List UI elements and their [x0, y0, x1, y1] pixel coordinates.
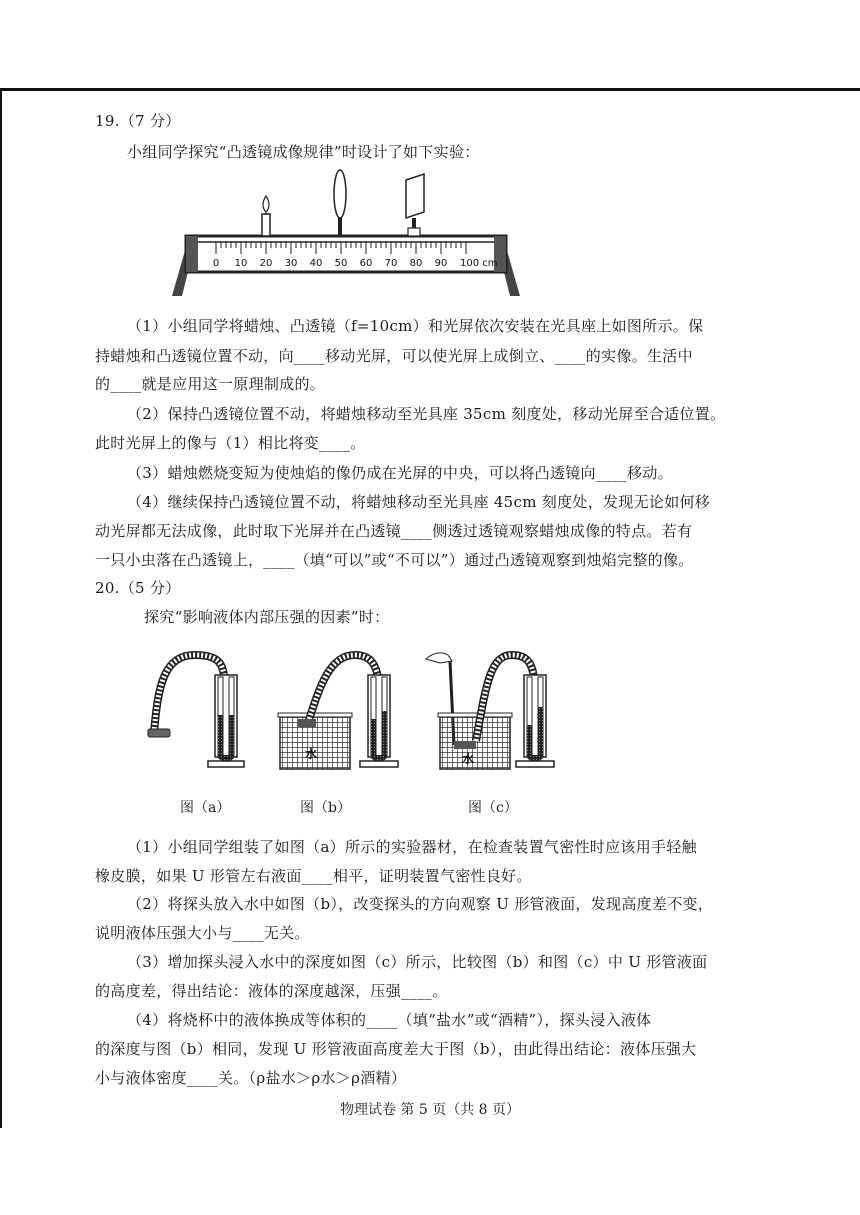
q20-p2-line2: 说明液体压强大小与____无关。: [95, 924, 310, 942]
q20-number: 20.（5 分）: [95, 579, 181, 597]
q19-p1-line1: （1）小组同学将蜡烛、凸透镜（f=10cm）和光屏依次安装在光具座上如图所示。保: [127, 317, 704, 335]
q19-p4-line3: 一只小虫落在凸透镜上，____（填“可以”或“不可以”）通过凸透镜观察到烛焰完整的像。: [95, 551, 694, 569]
ruler-tick-label: 20: [259, 258, 273, 269]
pressure-gauge-figures: [140, 645, 580, 775]
page-footer: 物理试卷 第 5 页（共 8 页）: [339, 1102, 521, 1118]
ruler-tick-label: 90: [434, 258, 448, 269]
top-border-line: [0, 88, 860, 91]
left-border-line: [0, 88, 2, 1128]
q20-p1-line2: 橡皮膜，如果 U 形管左右液面____相平，证明装置气密性良好。: [95, 867, 532, 885]
ruler-tick-label: 30: [284, 258, 298, 269]
figure-c-apparatus: [426, 653, 554, 769]
q19-intro: 小组同学探究“凸透镜成像规律”时设计了如下实验：: [127, 143, 480, 161]
q19-p1-line3: 的____就是应用这一原理制成的。: [95, 375, 326, 393]
optical-bench-diagram: [168, 168, 524, 296]
q20-p2-line1: （2）将探头放入水中如图（b），改变探头的方向观察 U 形管液面，发现高度差不变，: [127, 895, 714, 913]
q19-p2-line1: （2）保持凸透镜位置不动，将蜡烛移动至光具座 35cm 刻度处，移动光屏至合适位置。: [127, 405, 726, 423]
q19-p3-line1: （3）蜡烛燃烧变短为使烛焰的像仍成在光屏的中央，可以将凸透镜向____移动。: [127, 464, 673, 482]
q19-p4-line2: 动光屏都无法成像，此时取下光屏并在凸透镜____侧透过透镜观察蜡烛成像的特点。若有: [95, 522, 693, 540]
figure-a-caption: 图（a）: [180, 800, 231, 816]
ruler-tick-label: 0: [212, 258, 220, 269]
q20-p4-line2: 的深度与图（b）相同，发现 U 形管液面高度差大于图（b），由此得出结论：液体压强大: [95, 1040, 697, 1058]
q20-p3-line1: （3）增加探头浸入水中的深度如图（c）所示，比较图（b）和图（c）中 U 形管液面: [127, 953, 708, 971]
ruler-tick-label: 100 cm: [460, 258, 498, 269]
q19-p1-line2: 持蜡烛和凸透镜位置不动，向____移动光屏，可以使光屏上成倒立、____的实像。生活中: [95, 347, 693, 365]
ruler-tick-label: 60: [359, 258, 373, 269]
ruler-tick-label: 50: [334, 258, 348, 269]
q19-p2-line2: 此时光屏上的像与（1）相比将变____。: [95, 434, 366, 452]
figure-c-caption: 图（c）: [468, 800, 518, 816]
figure-b-water-label: 水: [305, 747, 318, 761]
candle: [262, 196, 270, 236]
q20-intro: 探究“影响液体内部压强的因素”时：: [144, 608, 390, 626]
ruler-tick-label: 80: [409, 258, 423, 269]
q20-p3-line2: 的高度差，得出结论：液体的深度越深，压强____。: [95, 982, 448, 1000]
q20-p4-line1: （4）将烧杯中的液体换成等体积的____（填“盐水”或“酒精”），探头浸入液体: [127, 1011, 652, 1029]
ruler-tick-label: 70: [384, 258, 398, 269]
q20-p1-line1: （1）小组同学组装了如图（a）所示的实验器材，在检查装置气密性时应该用手轻触: [127, 838, 697, 856]
q20-p4-line3: 小与液体密度____关。（ρ盐水＞ρ水＞ρ酒精）: [95, 1069, 407, 1087]
q19-p4-line1: （4）继续保持凸透镜位置不动，将蜡烛移动至光具座 45cm 刻度处，发现无论如何移: [127, 493, 711, 511]
convex-lens: [334, 170, 346, 236]
figure-b-caption: 图（b）: [300, 800, 351, 816]
figure-b-apparatus: [278, 655, 398, 769]
q19-number: 19.（7 分）: [95, 112, 181, 130]
figure-a-apparatus: [148, 655, 244, 767]
ruler-tick-label: 10: [234, 258, 248, 269]
light-screen: [406, 174, 424, 236]
ruler-tick-label: 40: [309, 258, 323, 269]
figure-c-water-label: 水: [462, 752, 475, 766]
